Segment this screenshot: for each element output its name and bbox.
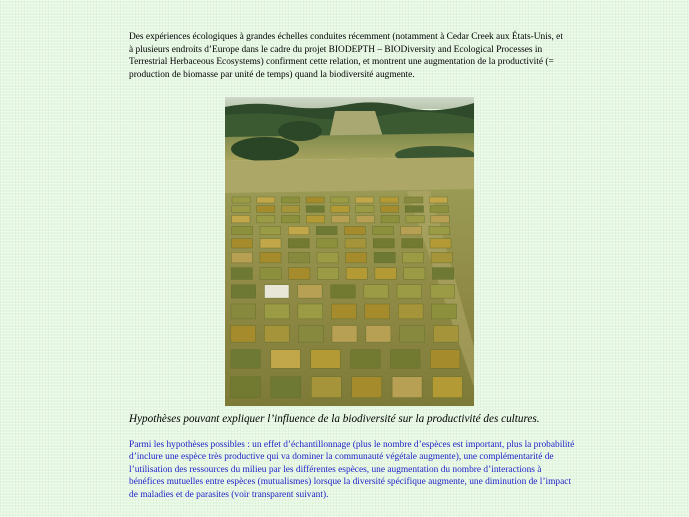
- field-plot: [306, 197, 324, 203]
- field-plot: [230, 377, 260, 398]
- field-plot: [356, 206, 374, 213]
- field-plot: [281, 197, 299, 203]
- field-plot: [346, 268, 367, 280]
- field-plot: [332, 326, 357, 343]
- field-plot: [260, 268, 281, 280]
- field-plot: [260, 252, 281, 263]
- field-plot: [231, 350, 261, 369]
- field-plot: [331, 304, 356, 319]
- field-plot: [373, 226, 394, 234]
- field-plot: [260, 239, 281, 248]
- field-plot: [281, 215, 299, 223]
- field-plot: [345, 239, 366, 248]
- field-plot: [257, 215, 275, 223]
- field-plot: [232, 239, 253, 248]
- field-plot: [429, 197, 447, 203]
- field-plot: [317, 239, 338, 248]
- field-plot: [271, 377, 301, 398]
- field-plot: [430, 206, 448, 213]
- field-plot: [288, 226, 309, 234]
- field-plot: [430, 285, 455, 298]
- field-plot: [317, 268, 338, 280]
- field-plot: [391, 350, 421, 369]
- field-plot: [232, 226, 253, 234]
- field-plot: [257, 197, 275, 203]
- field-plot: [232, 206, 250, 213]
- field-plot: [375, 268, 396, 280]
- field-plot: [351, 350, 381, 369]
- field-plot: [289, 252, 310, 263]
- field-plot: [331, 215, 349, 223]
- field-plot: [406, 215, 424, 223]
- field-plot: [281, 206, 299, 213]
- field-plot: [429, 226, 450, 234]
- field-plot: [331, 285, 356, 298]
- field-plot: [430, 350, 460, 369]
- field-plot: [380, 197, 398, 203]
- field-plot: [260, 226, 281, 234]
- field-plot: [401, 226, 422, 234]
- field-plot: [345, 226, 366, 234]
- aerial-field-plots-photo: [225, 97, 474, 406]
- field-plot: [231, 304, 256, 319]
- field-plot: [431, 252, 452, 263]
- field-plot: [317, 252, 338, 263]
- field-plot: [257, 206, 275, 213]
- field-plot: [397, 285, 422, 298]
- field-plot: [405, 197, 423, 203]
- field-plot: [289, 268, 310, 280]
- field-plot: [404, 268, 425, 280]
- field-plot: [366, 326, 391, 343]
- field-plot: [331, 197, 349, 203]
- field-plot: [434, 326, 459, 343]
- field-plot: [352, 377, 382, 398]
- field-plot: [232, 215, 250, 223]
- field-plot: [298, 285, 323, 298]
- field-plot: [398, 304, 423, 319]
- field-plot: [306, 215, 324, 223]
- field-plot: [381, 206, 399, 213]
- field-plot: [346, 252, 367, 263]
- field-plot: [331, 206, 349, 213]
- hypotheses-heading: Hypothèses pouvant expliquer l’influence de la biodiversité sur la productivité des cultures.: [129, 413, 540, 425]
- field-plot: [432, 268, 453, 280]
- field-plot: [264, 304, 289, 319]
- field-plot: [364, 285, 389, 298]
- field-plot: [298, 304, 323, 319]
- field-plot: [316, 226, 337, 234]
- field-plot: [403, 252, 424, 263]
- field-plot: [402, 239, 423, 248]
- field-plot: [311, 377, 341, 398]
- field-plot: [306, 206, 324, 213]
- field-plot: [288, 239, 309, 248]
- field-plot: [381, 215, 399, 223]
- field-plot: [432, 304, 457, 319]
- hypotheses-body: Parmi les hypothèses possibles : un effet d’échantillonnage (plus le nombre d’espèces est important, plus la probabilité d’inclure une espèce très productive qui va dominer la communauté végétale augmente), une complémentarité de l’utilisation des ressources du milieu par les différentes espèces, une augmentation du nombre d’interactions à bénéfices mutuelles entre espèces (mutualismes) lorsque la diversité spécifique augmente, une diminution de l’impact de maladies et de parasites (voir transparent suivant).: [129, 440, 575, 500]
- field-plot: [355, 197, 373, 203]
- field-plot: [356, 215, 374, 223]
- field-plot: [231, 252, 252, 263]
- field-plot: [374, 252, 395, 263]
- field-plot: [271, 350, 301, 369]
- field-plot: [373, 239, 394, 248]
- field-plot: [400, 326, 425, 343]
- field-plot: [433, 377, 463, 398]
- intro-paragraph: Des expériences écologiques à grandes échelles conduites récemment (notamment à Cedar Creek aux États-Unis, et à plusieurs endroits d’Europe dans le cadre du projet BIODEPTH – BIODiversity and Ecological Processes in Terrestrial Herbaceous Ecosystems) confirment cette relation, et montrent une augmentation de la productivité (= production de biomasse par unité de temps) quand la biodiversité augmente.: [129, 32, 563, 80]
- field-plot: [392, 377, 422, 398]
- field-plot: [431, 215, 449, 223]
- field-plot: [231, 268, 252, 280]
- field-plot: [430, 239, 451, 248]
- field-plot: [232, 197, 250, 203]
- field-plot: [298, 326, 323, 343]
- field-plot: [264, 326, 289, 343]
- field-plot: [231, 285, 256, 298]
- field-plot: [265, 285, 290, 298]
- field-plot: [231, 326, 256, 343]
- field-plot: [365, 304, 390, 319]
- field-plot: [311, 350, 341, 369]
- field-plot: [405, 206, 423, 213]
